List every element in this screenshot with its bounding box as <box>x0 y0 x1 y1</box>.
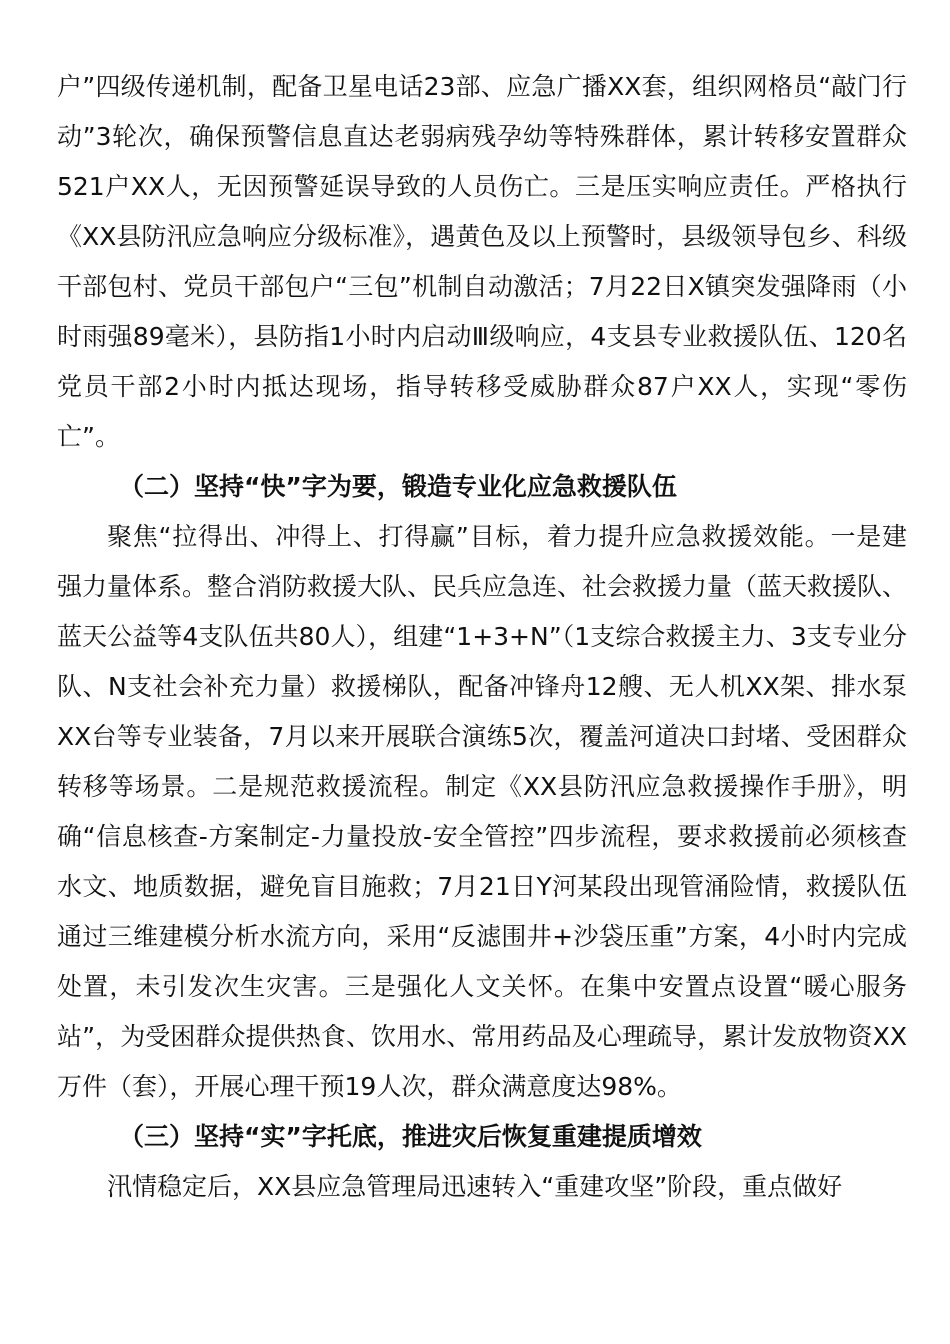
section-heading-3: （三）坚持“实”字托底，推进灾后恢复重建提质增效 <box>119 1122 702 1151</box>
body-paragraph-3: 汛情稳定后，XX县应急管理局迅速转入“重建攻坚”阶段，重点做好 <box>107 1172 843 1201</box>
document-page <box>57 62 907 1212</box>
body-paragraph-1: 户”四级传递机制，配备卫星电话23部、应急广播XX套，组织网格员“敲门行动”3轮次，确保预警信息直达老弱病残孕幼等特殊群体，累计转移安置群众521户XX人，无因预警延误导致的人员伤亡。三是压实响应责任。严格执行《XX县防汛应急响应分级标准》，遇黄色及以上预警时，县级领导包乡、科级干部包村、党员干部包户“三包”机制自动激活；7月22日X镇突发强降雨（小时雨强89毫米），县防指1小时内启动Ⅲ级响应，4支县专业救援队伍、120名党员干部2小时内抵达现场，指导转移受威胁群众87户XX人，实现“零伤亡”。 <box>57 72 907 451</box>
section-heading-2: （二）坚持“快”字为要，锻造专业化应急救援队伍 <box>119 472 677 501</box>
body-paragraph-2: 聚焦“拉得出、冲得上、打得赢”目标，着力提升应急救援效能。一是建强力量体系。整合消防救援大队、民兵应急连、社会救援力量（蓝天救援队、蓝天公益等4支队伍共80人），组建“1+3+N”（1支综合救援主力、3支专业分队、N支社会补充力量）救援梯队，配备冲锋舟12艘、无人机XX架、排水泵XX台等专业装备，7月以来开展联合演练5次，覆盖河道决口封堵、受困群众转移等场景。二是规范救援流程。制定《XX县防汛应急救援操作手册》，明确“信息核查-方案制定-力量投放-安全管控”四步流程，要求救援前必须核查水文、地质数据，避免盲目施救；7月21日Y河某段出现管涌险情，救援队伍通过三维建模分析水流方向，采用“反滤围井+沙袋压重”方案，4小时内完成处置，未引发次生灾害。三是强化人文关怀。在集中安置点设置“暖心服务站”，为受困群众提供热食、饮用水、常用药品及心理疏导，累计发放物资XX万件（套），开展心理干预19人次，群众满意度达98%。 <box>57 522 908 1101</box>
